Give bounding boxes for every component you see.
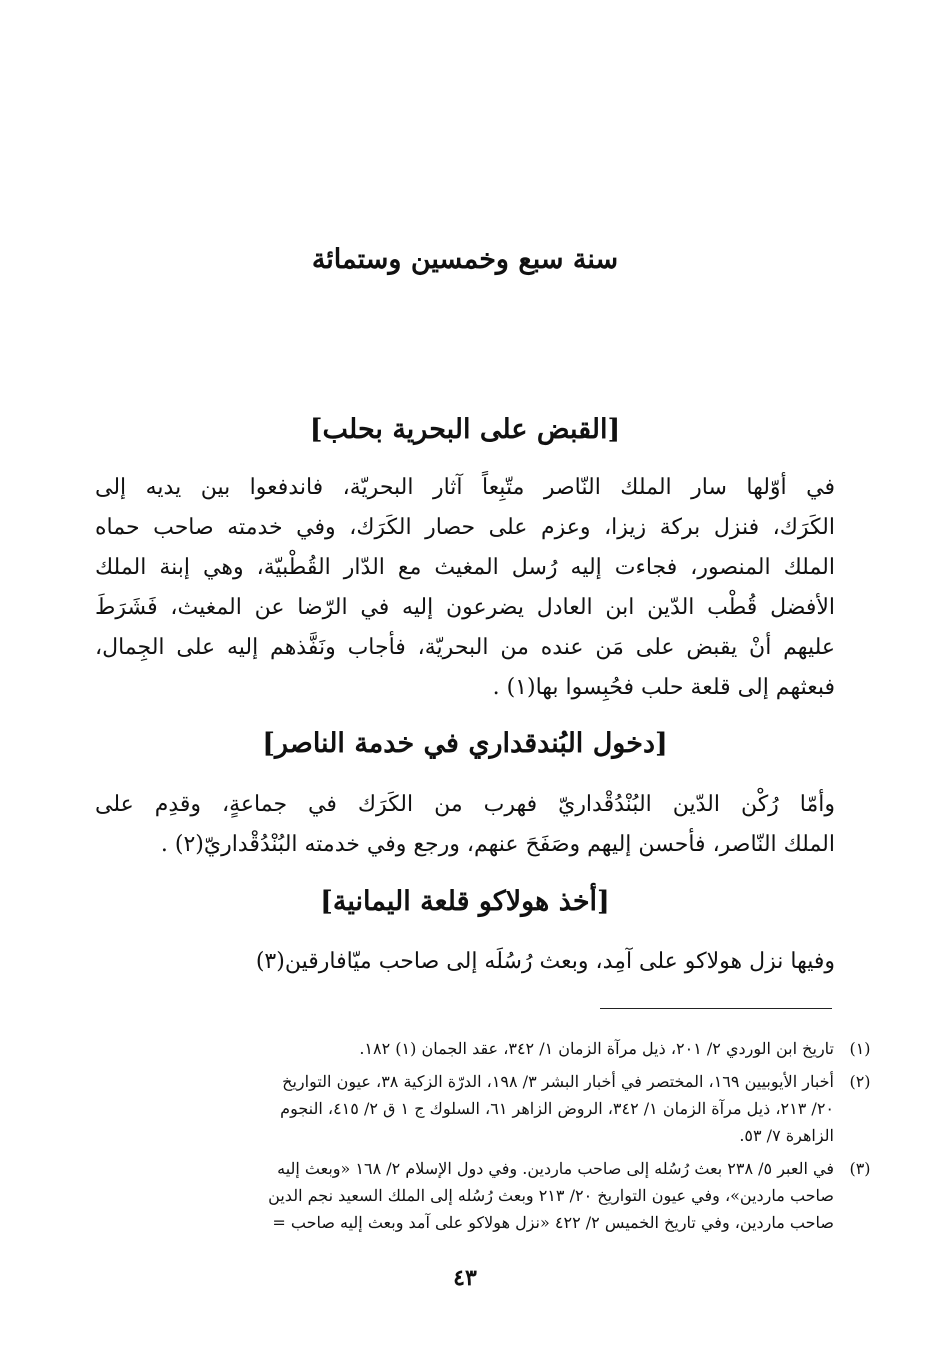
- footnote-1: [114, 1035, 871, 1062]
- paragraph-line: الأفضل قُطْب الدّين ابن العادل يضرعون إليه في الرّضا عن المغيث، فَشَرَطَ: [95, 595, 835, 620]
- paragraph-line: في أوّلها سار الملك النّاصر متّبِعاً آثار البحريّة، فاندفعوا بين يديه إلى: [95, 475, 835, 500]
- paragraph-line: وأمّا رُكْن الدّين البُنْدُقْداريّ فهرب من الكَرَك في جماعةٍ، وقدِم على: [95, 792, 835, 817]
- footnote-number: (٢): [849, 1072, 871, 1091]
- footnote-2: [114, 1068, 871, 1149]
- paragraph-line: فبعثهم إلى قلعة حلب فحُبِسوا بها(١) .: [492, 675, 835, 700]
- footnote-line: في العبر ٥/ ٢٣٨ بعث رُسُله إلى صاحب ماردين. وفي دول الإسلام ٢/ ١٦٨ «وبعث إليه: [277, 1159, 834, 1178]
- paragraph-line: الملك النّاصر، فأحسن إليهم وصَفَحَ عنهم، ورجع وفي خدمته البُنْدُقْداريّ(٢) .: [160, 832, 835, 857]
- paragraph-bunduqdari: [95, 785, 835, 865]
- section-heading-hulagu: [أخذ هولاكو قلعة اليمانية]: [320, 886, 610, 917]
- section-heading-bunduqdari: [دخول البُندقداري في خدمة الناصر]: [262, 728, 668, 759]
- chapter-title: سنة سبع وخمسين وستمائة: [311, 244, 619, 275]
- footnotes: [114, 1035, 871, 1242]
- paragraph-line: وفيها نزل هولاكو على آمِد، وبعث رُسُلَه إلى صاحب ميّافارقين(٣): [255, 949, 835, 974]
- paragraph-hulagu: [95, 942, 835, 982]
- footnote-line: الزاهرة ٧/ ٥٣.: [739, 1126, 834, 1145]
- footnote-number: (٣): [849, 1159, 871, 1178]
- paragraph-line: الكَرَك، فنزل بركة زيزا، وعزم على حصار الكَرَك، وفي خدمته صاحب حماه: [95, 515, 835, 540]
- footnote-line: تاريخ ابن الوردي ٢/ ٢٠١، ذيل مرآة الزمان ١/ ٣٤٢، عقد الجمان (١) ١٨٢.: [359, 1039, 834, 1058]
- page-number: ٤٣: [453, 1265, 477, 1291]
- section-heading-arrest-bahriyya: [القبض على البحرية بحلب]: [309, 414, 621, 445]
- footnote-line: صاحب ماردين، وفي تاريخ الخميس ٢/ ٤٢٢ «نزل هولاكو على آمد وبعث إليه صاحب =: [272, 1213, 834, 1232]
- footnote-separator: [600, 1008, 832, 1009]
- paragraph-line: عليهم أنْ يقبض على مَن عنده من البحريّة، فأجاب ونَفَّذهم إليه على الجِمال،: [95, 635, 835, 660]
- footnote-line: صاحب ماردين»، وفي عيون التواريخ ٢٠/ ٢١٣ وبعث رُسُله إلى الملك السعيد نجم الدين: [268, 1186, 834, 1205]
- footnote-line: أخبار الأيوبيين ١٦٩، المختصر في أخبار البشر ٣/ ١٩٨، الدرّة الزكية ٣٨، عيون التواريخ: [282, 1072, 834, 1091]
- footnote-line: ٢٠/ ٢١٣، ذيل مرآة الزمان ١/ ٣٤٢، الروض الزاهر ٦١، السلوك ج ١ ق ٢/ ٤١٥، النجوم: [280, 1099, 834, 1118]
- footnote-3: [114, 1155, 871, 1236]
- paragraph-line: الملك المنصور، فجاءت إليه رُسل المغيث مع الدّار القُطْبيّة، وهي إبنة الملك: [95, 555, 835, 580]
- paragraph-arrest-bahriyya: [95, 468, 835, 708]
- footnote-number: (١): [849, 1039, 871, 1058]
